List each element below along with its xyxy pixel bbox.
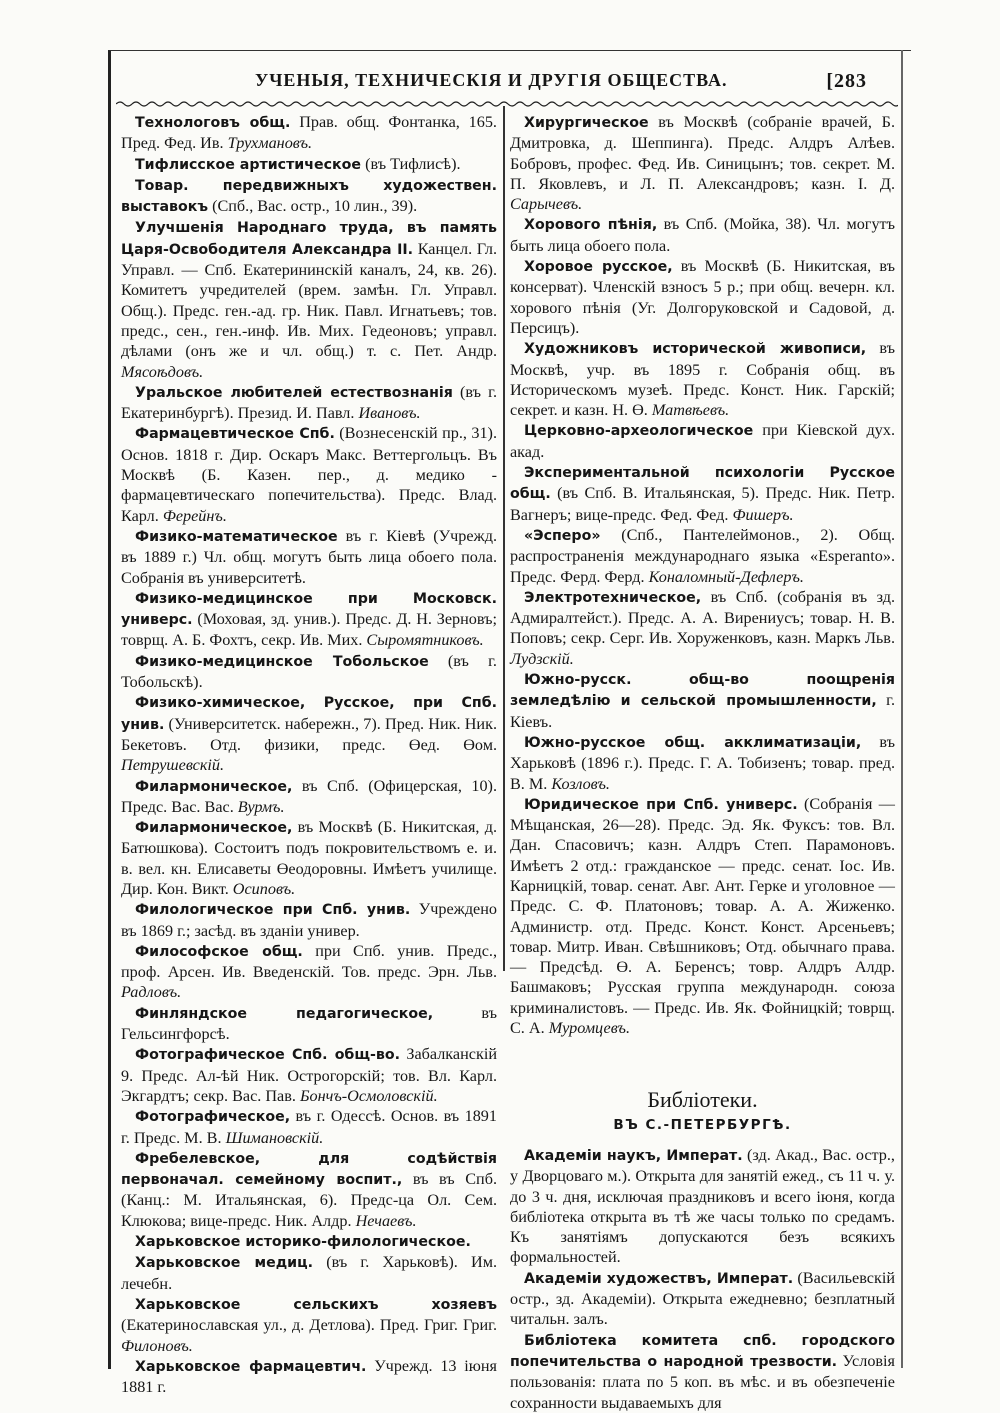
directory-entry (510, 525, 895, 587)
entry-heading: Хорового пѣнія, (524, 217, 658, 234)
entry-text: въ г. Одессѣ. Основ. въ 1891 г. Предс. М. В. (121, 1107, 497, 1147)
entry-heading: Фотографическое, (135, 1109, 291, 1126)
entry-heading: Харьковское историко-филологическое. (135, 1234, 471, 1251)
directory-entry (121, 112, 497, 154)
entry-heading: Художниковъ исторической живописи, (524, 341, 867, 358)
page-frame-right-edge (901, 50, 903, 1368)
directory-entry (510, 1145, 895, 1268)
entry-heading: Южно-русск. общ-во поощренія земледѣлію и сельской промышленности, (510, 672, 895, 710)
entry-heading: Филармоническое, (135, 778, 293, 795)
entry-heading: Физико-химическое, Русское, при Спб. унив. (121, 695, 497, 733)
entry-text: (Моховая, зд. унив.). Предс. Д. Н. Зерновъ; товрщ. А. Б. Фохтъ, секр. Ив. Мих. (121, 610, 497, 650)
entry-heading: Финляндское педагогическое, (135, 1005, 434, 1022)
entry-text: въ Спб. (Мойка, 38). Чл. могутъ быть лица обоего пола. (510, 215, 895, 255)
directory-entry (510, 420, 895, 462)
entry-text: (въ Тифлисѣ). (361, 154, 461, 173)
library-entries (510, 1145, 895, 1413)
entry-text: (Спб., Пантелеймонов., 2). Общ. распространенія международнаго языка «Esperanto». Предс. Ферд. Ферд. (510, 525, 895, 586)
entry-heading: Технологовъ общ. (135, 115, 291, 131)
entry-person-name: Сыромятниковъ. (366, 631, 484, 650)
entry-text: въ г. Кіевѣ (Учрежд. въ 1889 г.) Чл. общ. могутъ быть лица обоего пола. Собранія въ университетѣ. (121, 526, 497, 587)
entry-text: Канцел. Гл. Управл. — Спб. Екатерининскій каналъ, 24, кв. 26). Комитетъ учредителей (врем. замѣн. Гл. Управл. Общ.). Предс. ген.-ад. гр. Ник. Павл. Игнатьевъ; тов. предс., сен., ген.-инф. Ив. Мих. Гедеоновъ; управл. дѣлами (онъ же и чл. общ.) т. с. Пет. Андр. (121, 239, 498, 361)
entry-text: въ Спб. (собранія въ зд. Адмиралтейст.). Предс. А. А. Вирениусъ; товар. Н. В. Поповъ; секр. Серг. Ив. Хоруженковъ, казн. Маркъ Льв. (510, 587, 895, 648)
entry-person-name: Ферейнъ. (162, 506, 227, 525)
entry-person-name: Козловъ. (551, 774, 610, 793)
directory-entry (121, 423, 497, 525)
page-number: [283 (826, 70, 867, 92)
directory-entry (121, 1231, 497, 1252)
entry-text: въ Москвѣ, учр. въ 1895 г. Собранія общ. въ Историческомъ музеѣ. Предс. Конст. Ник. Гарскій; секрет. и казн. Н. Ө. (510, 339, 895, 420)
entry-text: въ Москвѣ (собраніе врачей, Б. Дмитровка, д. Шеппинга). Предс. Алдръ Алѣев. Бобровъ, профес. Фед. Ив. Синицынъ; тов. секрет. М. П. Яковлевъ, и Л. П. Александровъ; казн. І. Д. (510, 113, 895, 193)
entry-heading: Экспериментальной психологіи Русское общ. (510, 465, 895, 503)
wavy-rule (116, 100, 898, 108)
running-header (255, 70, 895, 102)
entry-text: (Университетск. набережн., 7). Пред. Ник. Ник. Бекетовъ. Отд. физики, предс. Өед. Өом. (121, 714, 497, 754)
directory-entry (121, 692, 497, 775)
entry-heading: Физико-математическое (135, 528, 338, 545)
entry-text: въ Москвѣ (Б. Никитская, въ консерват). Членскій взносъ 5 р.; при общ. вечерн. кл. хорового пѣнія (Уг. Долгоруковской и Садовой, д. Персицъ). (510, 257, 895, 337)
entry-person-name: Фишеръ. (732, 505, 794, 524)
section-title: Библіотеки. (647, 1087, 758, 1113)
entry-person-name: Мясоѣдовъ. (121, 362, 204, 381)
entry-person-name: Нечаевъ. (355, 1211, 417, 1230)
column-divider (503, 106, 505, 971)
entry-text: Условія пользованія: плата по 5 коп. въ мѣс. и въ обезпеченіе сохранности выдаваемыхъ для (510, 1351, 895, 1412)
entry-person-name: Трухмановъ. (227, 134, 313, 153)
directory-entry (121, 651, 497, 693)
directory-entry (121, 1294, 497, 1356)
entry-heading: Церковно-археологическое (524, 423, 754, 440)
entry-heading: Юридическое при Спб. универс. (524, 796, 798, 813)
directory-entry (121, 217, 497, 381)
entry-heading: Южно-русское общ. акклиматизаціи, (524, 734, 862, 751)
entry-heading: Товар. передвижныхъ художествен. выставокъ (121, 177, 497, 216)
left-column (121, 112, 497, 1397)
entry-person-name: Муромцевъ. (548, 1019, 630, 1038)
entry-heading: Фотографическое Спб. общ-во. (135, 1047, 401, 1064)
directory-entry (510, 1330, 895, 1413)
entry-person-name: Коналомный-Дефлеръ. (648, 567, 804, 586)
entry-heading: Хоровое русское, (524, 259, 673, 276)
entry-heading: Хирургическое (524, 115, 649, 131)
entry-text: (въ г. Екатеринбургѣ). Презид. И. Павл. (121, 382, 497, 423)
directory-entry (510, 732, 895, 794)
entry-heading: Харьковское медиц. (135, 1255, 314, 1272)
section-subtitle: ВЪ С.-ПЕТЕРБУРГѢ. (613, 1116, 792, 1133)
directory-entry (510, 214, 895, 256)
entry-person-name: Матвѣевъ. (651, 401, 730, 420)
directory-entry (121, 1356, 497, 1398)
directory-entry (510, 669, 895, 732)
entry-person-name: Сарычевъ. (510, 195, 583, 214)
directory-entry (121, 382, 497, 424)
entry-text: при Кіевской дух. акад. (510, 421, 895, 461)
entry-heading: Улучшенія Народнаго труда, въ память Царя-Освободителя Александра II. (121, 220, 497, 258)
entry-text: (Екатеринославская ул., д. Детлова). Пред. Григ. Григ. (121, 1316, 497, 1335)
directory-entry (121, 154, 497, 175)
entry-text: (зд. Акад., Вас. остр., у Дворцоваго м.). Открыта для занятій ежед., съ 11 ч. у. до 3 ч. дня, исключая праздниковъ и всего іюня, когда библіотека открыта въ тѣ же часы только по средамъ. Къ занятіямъ допускаются безъ всякихъ формальностей. (510, 1145, 895, 1267)
entry-person-name: Филоновъ. (121, 1336, 193, 1355)
entry-heading: Филологическое при Спб. унив. (135, 902, 411, 919)
entry-text: (Вознесенскій пр., 31). Основ. 1818 г. Дир. Оскаръ Макс. Веттергольцъ. Въ Москвѣ (Б. Казен. пер., д. медико - фармацевтическаго попечительства). Предс. Влад. Карл. (121, 424, 497, 525)
directory-entry (121, 175, 497, 218)
directory-entry (121, 526, 497, 588)
entry-text: въ Спб. (Офицерская, 10). Предс. Вас. Вас. (121, 776, 497, 816)
directory-entry (510, 794, 895, 1039)
entry-text: (въ г. Тобольскѣ). (121, 651, 497, 692)
header-title: УЧЕНЫЯ, ТЕХНИЧЕСКІЯ И ДРУГІЯ ОБЩЕСТВА. (255, 70, 728, 90)
entry-person-name: Вурмъ. (237, 797, 285, 816)
entry-heading: Библіотека комитета спб. городского попечительства о народной трезвости. (510, 1332, 895, 1370)
entry-text: (Васильевскій остр., зд. Академіи). Открыта ежедневно; безплатный читальн. залъ. (510, 1268, 896, 1329)
entry-text: (въ г. Харьковѣ). Им. лечебн. (121, 1253, 497, 1293)
entry-text: въ Москвѣ (Б. Никитская, д. Батюшкова). Состоитъ подъ покровительствомъ е. и. в. вел. кн. Елисаветы Өеодоровны. Имѣетъ училище. Дир. Кон. Викт. (121, 818, 497, 898)
entry-person-name: Радловъ. (121, 983, 182, 1002)
entry-heading: Тифлисское артистическое (135, 156, 362, 173)
entry-heading: Фармацевтическое Спб. (135, 426, 335, 443)
entry-text: (Собранія — Мѣщанская, 26—28). Предс. Эд. Як. Фуксъ: тов. Вл. Дан. Спасовичъ; казн. Алдръ Степ. Парамоновъ. Имѣетъ 2 отд.: гражданское — предс. сенат. Іос. Ив. Карницкій, товар. сенат. Авг. Ант. Герке и уголовное — Предс. С. Ф. Платоновъ; товар. А. А. Жиженко. Администр. отд. Предс. Конст. Конст. Арсеньевъ; товар. Митр. Иван. Свѣшниковъ; Отд. обычнаго права. — Предсѣд. Ө. А. Беренсъ; товр. Алдръ Алдр. Башмаковъ; Русская группа международн. союза криминалистовъ. — Предс. Ив. Як. Фойницкій; товрщ. С. А. (510, 794, 895, 1038)
entry-heading: Академіи художествъ, Императ. (524, 1270, 794, 1287)
directory-entry (121, 1044, 497, 1106)
entry-text: г. Кіевъ. (510, 691, 895, 731)
entry-text: Учрежд. 13 іюня 1881 г. (121, 1356, 497, 1397)
entry-person-name: Бончъ-Осмоловскій. (299, 1086, 438, 1105)
right-column (510, 112, 895, 1413)
entry-heading: Электротехническое, (524, 589, 702, 606)
entry-text: въ Гельсингфорсѣ. (121, 1003, 497, 1044)
entry-person-name: Осиповъ. (232, 879, 296, 898)
entry-heading: Харьковское сельскихъ хозяевъ (135, 1296, 497, 1313)
entry-heading: Харьковское фармацевтич. (135, 1358, 367, 1375)
directory-entry (510, 462, 895, 525)
entry-text: Прав. общ. Фонтанка, 165. Пред. Фед. Ив. (121, 113, 497, 153)
entry-heading: Философское общ. (135, 943, 303, 960)
entry-text: Учреждено въ 1869 г.; засѣд. въ зданіи универ. (121, 900, 497, 940)
directory-entry (121, 776, 497, 818)
directory-entry (121, 1148, 497, 1231)
directory-entry (510, 587, 895, 669)
entry-heading: Физико-медицинское Тобольское (135, 653, 429, 670)
directory-entry (510, 256, 895, 338)
directory-entry (121, 817, 497, 899)
directory-entry (121, 1252, 497, 1294)
directory-entry (510, 112, 895, 214)
entry-text: при Спб. унив. Предс., проф. Арсен. Ив. Введенскій. Тов. предс. Эрн. Льв. (121, 941, 497, 982)
directory-entry (121, 588, 497, 651)
entry-heading: «Эсперо» (524, 527, 601, 544)
entry-text: въ въ Спб. (Канц.: М. Итальянская, 6). Предс-ца Ол. Сем. Клюкова; вице-предс. Ник. Алдр. (121, 1170, 497, 1230)
directory-entry (121, 1106, 497, 1148)
directory-entry (121, 899, 497, 941)
directory-entry (121, 1003, 497, 1045)
directory-entry (510, 338, 895, 420)
directory-entry (510, 1268, 895, 1330)
entry-person-name: Лудзскій. (510, 649, 574, 668)
entry-heading: Физико-медицинское при Московск. универс. (121, 590, 497, 629)
entry-heading: Академіи наукъ, Императ. (524, 1147, 743, 1164)
entry-heading: Уральское любителей естествознанія (135, 384, 453, 401)
entry-text: (въ Спб. В. Итальянская, 5). Предс. Ник. Петр. Вагнеръ; вице-предс. Фед. Фед. (510, 484, 895, 524)
entry-person-name: Ивановъ. (358, 404, 421, 423)
entry-heading: Филармоническое, (135, 820, 293, 837)
entry-text: (Спб., Вас. остр., 10 лин., 39). (208, 197, 418, 216)
entry-heading: Фребелевское, для содѣйствія первоначал. семейному воспит., (121, 1150, 497, 1189)
entry-person-name: Шимановскій. (225, 1128, 324, 1147)
directory-entry (121, 941, 497, 1003)
entry-text: въ Харьковѣ (1896 г.). Предс. Г. А. Тобизенъ; товар. пред. В. М. (510, 732, 895, 793)
entry-person-name: Петрушевскій. (121, 756, 225, 775)
right-entries (510, 112, 895, 1038)
entry-text: Забалканскій 9. Предс. Ал-ѣй Ник. Острогорскій; тов. Вл. Карл. Экгардтъ; секр. Вас. Пав. (121, 1045, 497, 1105)
